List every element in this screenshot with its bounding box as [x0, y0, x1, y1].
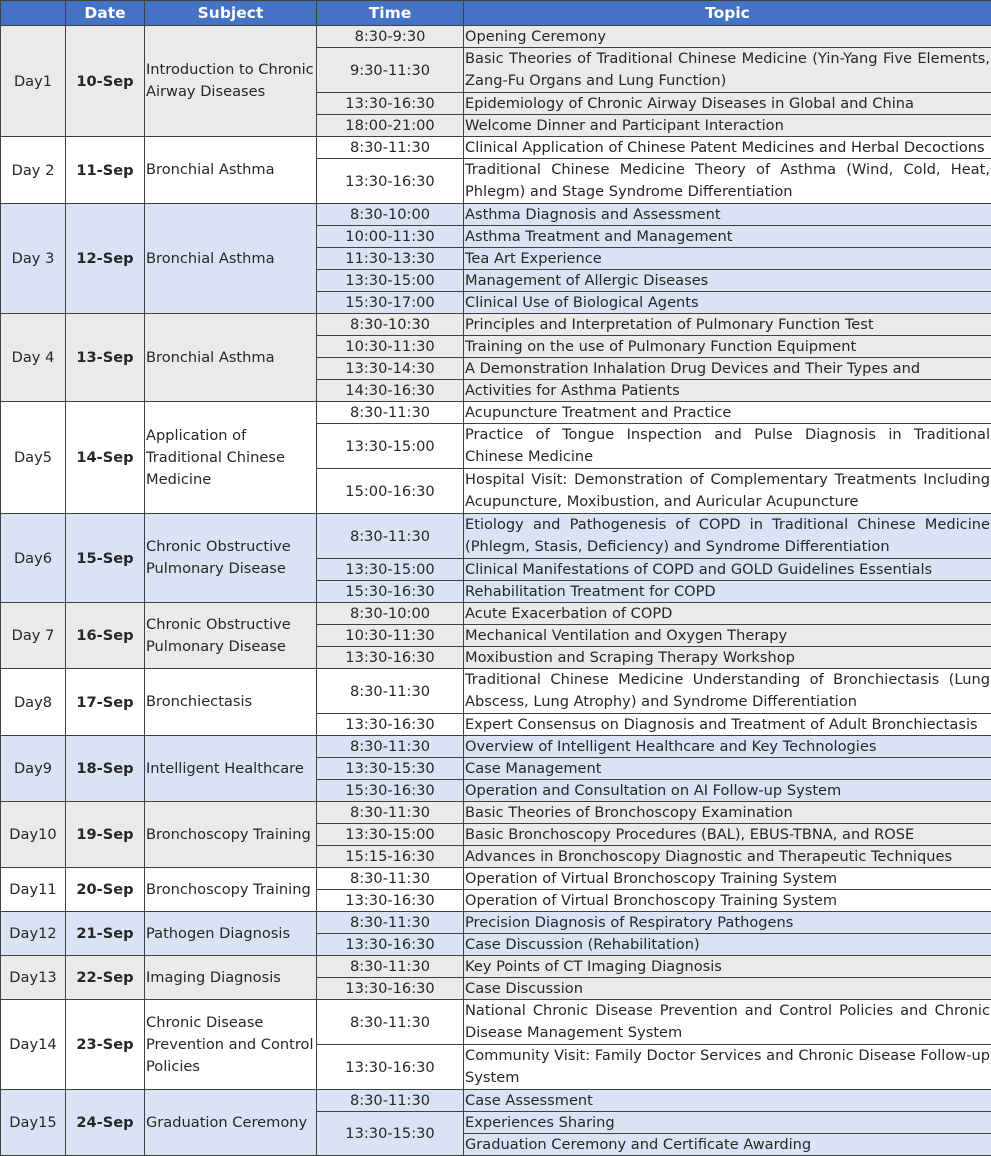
session-row [1, 802, 991, 824]
subject-cell: Bronchiectasis [145, 669, 317, 736]
time-cell: 13:30-16:30 [317, 647, 464, 669]
subject-cell: Bronchoscopy Training [145, 868, 317, 912]
topic-cell: Asthma Treatment and Management [464, 226, 991, 248]
topic-cell: Hospital Visit: Demonstration of Complementary Treatments Including Acupuncture, Moxibustion, and Auricular Acupuncture [464, 469, 991, 514]
date-cell: 13-Sep [66, 314, 145, 402]
topic-cell: Graduation Ceremony and Certificate Awarding [464, 1134, 991, 1156]
topic-cell: Key Points of CT Imaging Diagnosis [464, 956, 991, 978]
time-cell: 13:30-15:00 [317, 424, 464, 469]
date-cell: 12-Sep [66, 204, 145, 314]
time-cell: 9:30-11:30 [317, 48, 464, 93]
session-row [1, 514, 991, 559]
session-row [1, 314, 991, 336]
time-cell: 8:30-11:30 [317, 956, 464, 978]
header-time: Time [317, 1, 464, 26]
topic-cell: Training on the use of Pulmonary Function Equipment [464, 336, 991, 358]
time-cell: 10:30-11:30 [317, 336, 464, 358]
time-cell: 11:30-13:30 [317, 248, 464, 270]
topic-cell: Expert Consensus on Diagnosis and Treatment of Adult Bronchiectasis [464, 714, 991, 736]
topic-cell: Etiology and Pathogenesis of COPD in Traditional Chinese Medicine (Phlegm, Stasis, Deficiency) and Syndrome Differentiation [464, 514, 991, 559]
session-row [1, 603, 991, 625]
time-cell: 13:30-16:30 [317, 93, 464, 115]
date-cell: 21-Sep [66, 912, 145, 956]
topic-cell: Basic Theories of Traditional Chinese Medicine (Yin-Yang Five Elements, Zang-Fu Organs and Lung Function) [464, 48, 991, 93]
subject-cell: Chronic Obstructive Pulmonary Disease [145, 514, 317, 603]
time-cell: 15:00-16:30 [317, 469, 464, 514]
time-cell: 13:30-16:30 [317, 890, 464, 912]
day-cell: Day8 [1, 669, 66, 736]
time-cell: 13:30-16:30 [317, 934, 464, 956]
subject-cell: Application of Traditional Chinese Medicine [145, 402, 317, 514]
date-cell: 18-Sep [66, 736, 145, 802]
topic-cell: Operation of Virtual Bronchoscopy Training System [464, 890, 991, 912]
topic-cell: Case Discussion (Rehabilitation) [464, 934, 991, 956]
day-cell: Day12 [1, 912, 66, 956]
topic-cell: Clinical Manifestations of COPD and GOLD Guidelines Essentials [464, 559, 991, 581]
date-cell: 17-Sep [66, 669, 145, 736]
session-row [1, 1090, 991, 1112]
subject-cell: Bronchoscopy Training [145, 802, 317, 868]
day-cell: Day 4 [1, 314, 66, 402]
time-cell: 8:30-11:30 [317, 514, 464, 559]
time-cell: 8:30-11:30 [317, 1000, 464, 1045]
topic-cell: Precision Diagnosis of Respiratory Pathogens [464, 912, 991, 934]
subject-cell: Chronic Disease Prevention and Control Policies [145, 1000, 317, 1090]
time-cell: 15:15-16:30 [317, 846, 464, 868]
time-cell: 13:30-16:30 [317, 1045, 464, 1090]
topic-cell: Opening Ceremony [464, 26, 991, 48]
session-row [1, 868, 991, 890]
time-cell: 8:30-10:30 [317, 314, 464, 336]
topic-cell: Tea Art Experience [464, 248, 991, 270]
schedule-body [1, 26, 991, 1156]
subject-cell: Graduation Ceremony [145, 1090, 317, 1156]
date-cell: 15-Sep [66, 514, 145, 603]
time-cell: 8:30-10:00 [317, 603, 464, 625]
day-cell: Day14 [1, 1000, 66, 1090]
session-row [1, 402, 991, 424]
topic-cell: Moxibustion and Scraping Therapy Workshop [464, 647, 991, 669]
time-cell: 8:30-11:30 [317, 1090, 464, 1112]
time-cell: 13:30-14:30 [317, 358, 464, 380]
date-cell: 14-Sep [66, 402, 145, 514]
time-cell: 15:30-16:30 [317, 780, 464, 802]
topic-cell: Advances in Bronchoscopy Diagnostic and Therapeutic Techniques [464, 846, 991, 868]
subject-cell: Introduction to Chronic Airway Diseases [145, 26, 317, 137]
time-cell: 15:30-16:30 [317, 581, 464, 603]
topic-cell: Case Discussion [464, 978, 991, 1000]
topic-cell: Operation and Consultation on AI Follow-up System [464, 780, 991, 802]
time-cell: 13:30-16:30 [317, 978, 464, 1000]
topic-cell: Epidemiology of Chronic Airway Diseases in Global and China [464, 93, 991, 115]
session-row [1, 736, 991, 758]
time-cell: 13:30-16:30 [317, 159, 464, 204]
time-cell: 13:30-15:00 [317, 270, 464, 292]
topic-cell: Principles and Interpretation of Pulmonary Function Test [464, 314, 991, 336]
time-cell: 13:30-15:30 [317, 1112, 464, 1156]
topic-cell: Community Visit: Family Doctor Services and Chronic Disease Follow-up System [464, 1045, 991, 1090]
time-cell: 8:30-11:30 [317, 402, 464, 424]
subject-cell: Imaging Diagnosis [145, 956, 317, 1000]
topic-cell: Rehabilitation Treatment for COPD [464, 581, 991, 603]
header-row [1, 1, 991, 26]
date-cell: 20-Sep [66, 868, 145, 912]
time-cell: 8:30-11:30 [317, 137, 464, 159]
time-cell: 10:00-11:30 [317, 226, 464, 248]
time-cell: 18:00-21:00 [317, 115, 464, 137]
topic-cell: Traditional Chinese Medicine Understanding of Bronchiectasis (Lung Abscess, Lung Atrophy) and Syndrome Differentiation [464, 669, 991, 714]
header-subject: Subject [145, 1, 317, 26]
subject-cell: Pathogen Diagnosis [145, 912, 317, 956]
day-cell: Day10 [1, 802, 66, 868]
topic-cell: Basic Theories of Bronchoscopy Examination [464, 802, 991, 824]
time-cell: 14:30-16:30 [317, 380, 464, 402]
day-cell: Day15 [1, 1090, 66, 1156]
topic-cell: Practice of Tongue Inspection and Pulse Diagnosis in Traditional Chinese Medicine [464, 424, 991, 469]
time-cell: 13:30-15:00 [317, 559, 464, 581]
time-cell: 8:30-9:30 [317, 26, 464, 48]
date-cell: 19-Sep [66, 802, 145, 868]
topic-cell: Clinical Application of Chinese Patent Medicines and Herbal Decoctions [464, 137, 991, 159]
subject-cell: Bronchial Asthma [145, 137, 317, 204]
time-cell: 10:30-11:30 [317, 625, 464, 647]
topic-cell: Management of Allergic Diseases [464, 270, 991, 292]
date-cell: 16-Sep [66, 603, 145, 669]
day-cell: Day 3 [1, 204, 66, 314]
day-cell: Day 7 [1, 603, 66, 669]
session-row [1, 1000, 991, 1045]
topic-cell: Case Assessment [464, 1090, 991, 1112]
session-row [1, 912, 991, 934]
date-cell: 11-Sep [66, 137, 145, 204]
day-cell: Day13 [1, 956, 66, 1000]
session-row [1, 204, 991, 226]
session-row [1, 26, 991, 48]
time-cell: 15:30-17:00 [317, 292, 464, 314]
topic-cell: National Chronic Disease Prevention and Control Policies and Chronic Disease Management System [464, 1000, 991, 1045]
topic-cell: Acupuncture Treatment and Practice [464, 402, 991, 424]
topic-cell: Mechanical Ventilation and Oxygen Therapy [464, 625, 991, 647]
time-cell: 8:30-11:30 [317, 669, 464, 714]
topic-cell: Asthma Diagnosis and Assessment [464, 204, 991, 226]
topic-cell: Traditional Chinese Medicine Theory of Asthma (Wind, Cold, Heat, Phlegm) and Stage Syndrome Differentiation [464, 159, 991, 204]
header-day [1, 1, 66, 26]
time-cell: 13:30-16:30 [317, 714, 464, 736]
topic-cell: Operation of Virtual Bronchoscopy Training System [464, 868, 991, 890]
topic-cell: Clinical Use of Biological Agents [464, 292, 991, 314]
day-cell: Day9 [1, 736, 66, 802]
time-cell: 8:30-11:30 [317, 802, 464, 824]
date-cell: 22-Sep [66, 956, 145, 1000]
date-cell: 10-Sep [66, 26, 145, 137]
header-topic: Topic [464, 1, 991, 26]
subject-cell: Intelligent Healthcare [145, 736, 317, 802]
topic-cell: Activities for Asthma Patients [464, 380, 991, 402]
day-cell: Day 2 [1, 137, 66, 204]
topic-cell: Acute Exacerbation of COPD [464, 603, 991, 625]
day-cell: Day11 [1, 868, 66, 912]
time-cell: 8:30-11:30 [317, 736, 464, 758]
topic-cell: Case Management [464, 758, 991, 780]
time-cell: 8:30-11:30 [317, 912, 464, 934]
time-cell: 13:30-15:00 [317, 824, 464, 846]
time-cell: 8:30-11:30 [317, 868, 464, 890]
topic-cell: Overview of Intelligent Healthcare and Key Technologies [464, 736, 991, 758]
session-row [1, 669, 991, 714]
date-cell: 24-Sep [66, 1090, 145, 1156]
subject-cell: Bronchial Asthma [145, 204, 317, 314]
session-row [1, 956, 991, 978]
date-cell: 23-Sep [66, 1000, 145, 1090]
time-cell: 13:30-15:30 [317, 758, 464, 780]
subject-cell: Chronic Obstructive Pulmonary Disease [145, 603, 317, 669]
topic-cell: Welcome Dinner and Participant Interaction [464, 115, 991, 137]
time-cell: 8:30-10:00 [317, 204, 464, 226]
topic-cell: Basic Bronchoscopy Procedures (BAL), EBUS-TBNA, and ROSE [464, 824, 991, 846]
subject-cell: Bronchial Asthma [145, 314, 317, 402]
day-cell: Day6 [1, 514, 66, 603]
session-row [1, 137, 991, 159]
day-cell: Day1 [1, 26, 66, 137]
topic-cell: A Demonstration Inhalation Drug Devices and Their Types and [464, 358, 991, 380]
day-cell: Day5 [1, 402, 66, 514]
header-date: Date [66, 1, 145, 26]
topic-cell: Experiences Sharing [464, 1112, 991, 1134]
